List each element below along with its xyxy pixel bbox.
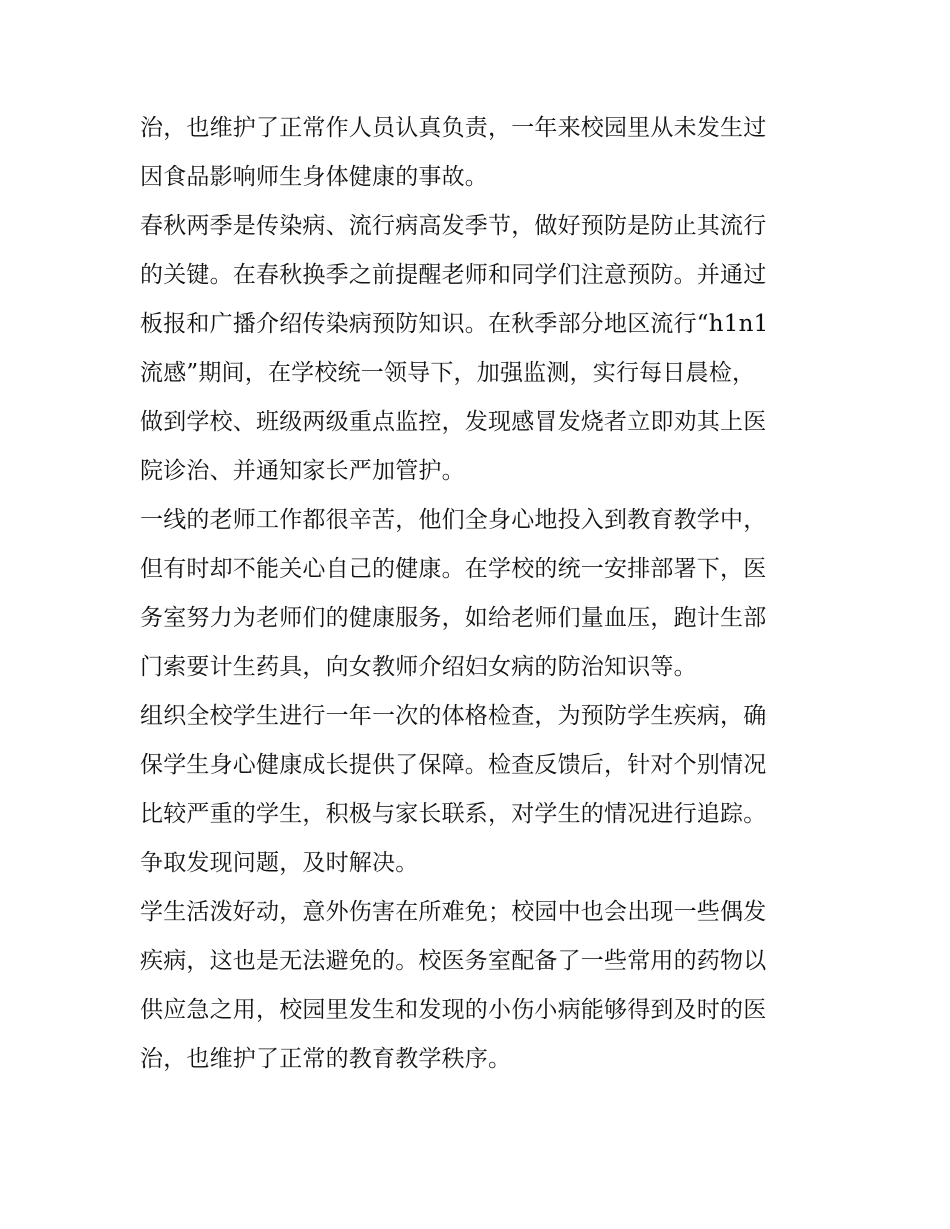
text-line: 门索要计生药具，向女教师介绍妇女病的防治知识等。 <box>140 654 697 680</box>
text-line: 的关键。在春秋换季之前提醒老师和同学们注意预防。并通过 <box>140 262 767 288</box>
text-line: 争取发现问题，及时解决。 <box>140 850 419 876</box>
text-line: 院诊治、并通知家长严加管护。 <box>140 458 465 484</box>
body-text <box>140 104 820 1084</box>
text-line: 治，也维护了正常作人员认真负责，一年来校园里从未发生过 <box>140 115 767 141</box>
text-line: 组织全校学生进行一年一次的体格检查，为预防学生疾病，确 <box>140 703 767 729</box>
text-line: 板报和广播介绍传染病预防知识。在秋季部分地区流行“h1n1 <box>140 311 769 337</box>
text-line: 供应急之用，校园里发生和发现的小伤小病能够得到及时的医 <box>140 997 767 1023</box>
text-line: 学生活泼好动，意外伤害在所难免；校园中也会出现一些偶发 <box>140 899 767 925</box>
text-line: 比较严重的学生，积极与家长联系，对学生的情况进行追踪。 <box>140 801 767 827</box>
text-line: 因食品影响师生身体健康的事故。 <box>140 164 488 190</box>
text-line: 但有时却不能关心自己的健康。在学校的统一安排部署下，医 <box>140 556 767 582</box>
text-line: 一线的老师工作都很辛苦，他们全身心地投入到教育教学中， <box>140 507 767 533</box>
text-line: 春秋两季是传染病、流行病高发季节，做好预防是防止其流行 <box>140 213 767 239</box>
text-line: 保学生身心健康成长提供了保障。检查反馈后，针对个别情况 <box>140 752 767 778</box>
text-line: 做到学校、班级两级重点监控，发现感冒发烧者立即劝其上医 <box>140 409 767 435</box>
text-line: 疾病，这也是无法避免的。校医务室配备了一些常用的药物以 <box>140 948 767 974</box>
text-line: 治，也维护了正常的教育教学秩序。 <box>140 1046 512 1072</box>
text-line: 流感”期间，在学校统一领导下，加强监测，实行每日晨检， <box>140 360 756 386</box>
text-line: 务室努力为老师们的健康服务，如给老师们量血压，跑计生部 <box>140 605 767 631</box>
